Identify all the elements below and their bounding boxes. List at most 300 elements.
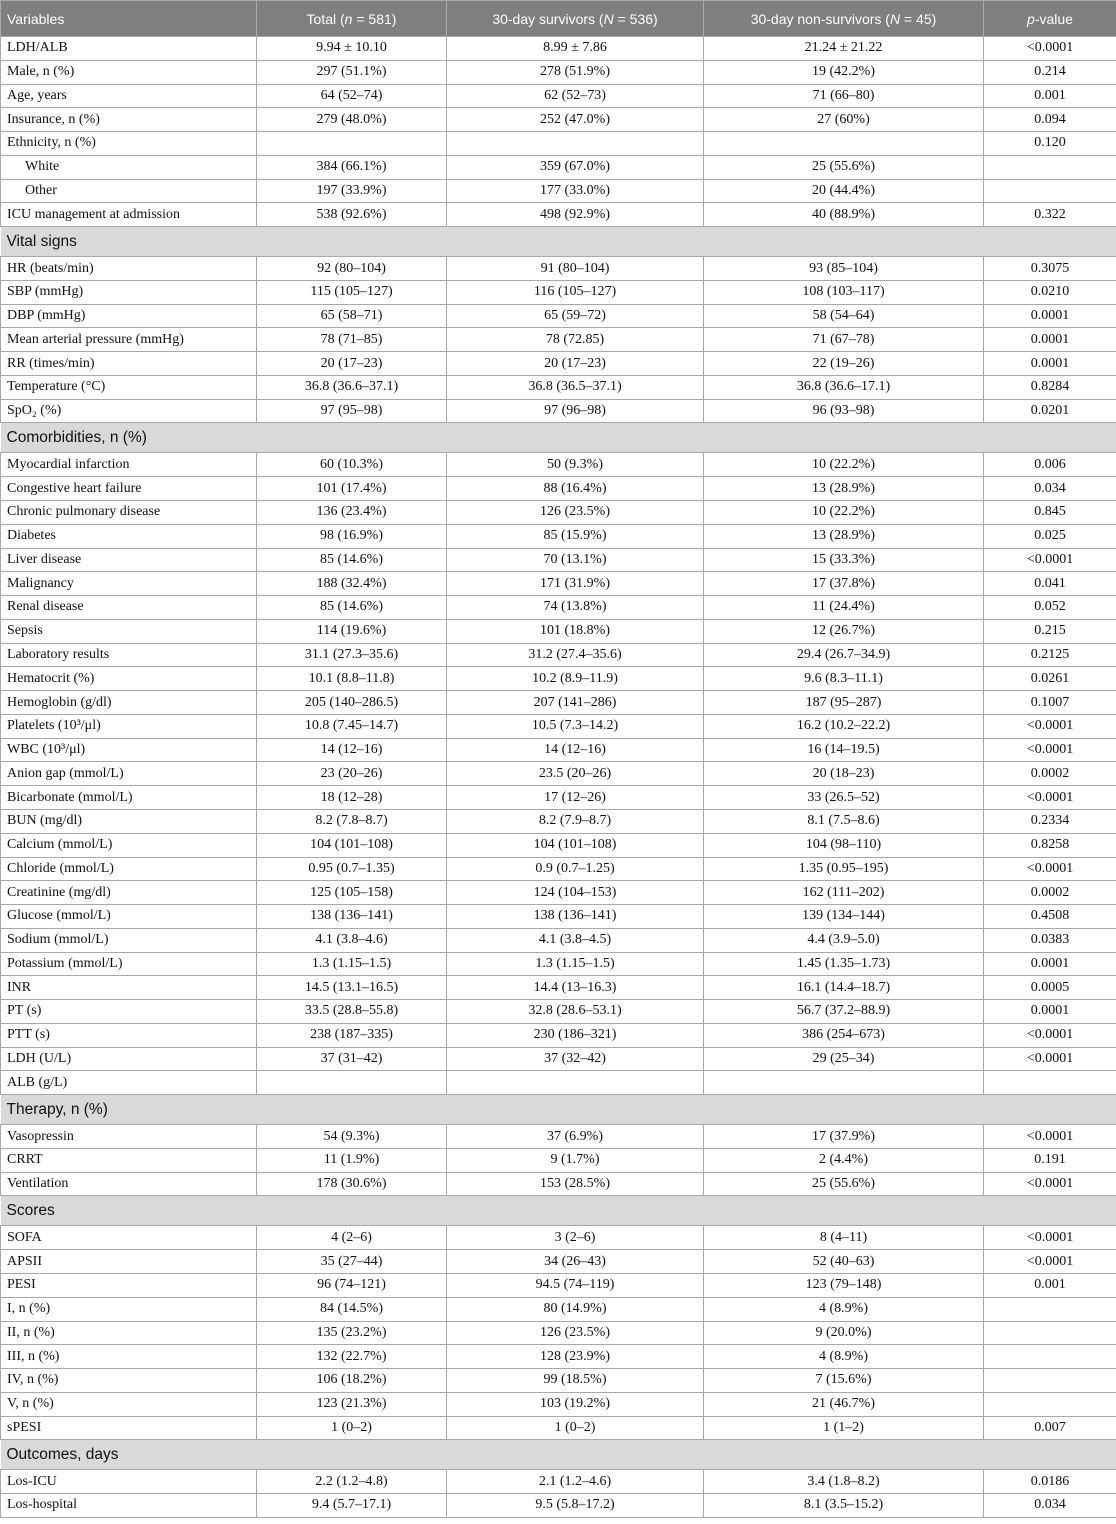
variable-cell: Potassium (mmol/L) [1,952,257,976]
variable-cell: LDH (U/L) [1,1047,257,1071]
p-value-cell: 0.322 [984,203,1116,227]
total-cell: 297 (51.1%) [257,60,447,84]
p-value-cell: 0.215 [984,619,1116,643]
table-row [1,572,1116,596]
table-row [1,881,1116,905]
variable-cell: CRRT [1,1148,257,1172]
variable-cell: Chronic pulmonary disease [1,501,257,525]
p-value-cell: <0.0001 [984,1023,1116,1047]
survivors-cell: 10.5 (7.3–14.2) [447,714,704,738]
survivors-cell: 8.99 ± 7.86 [447,37,704,61]
variable-cell: Hemoglobin (g/dl) [1,691,257,715]
total-cell: 96 (74–121) [257,1273,447,1297]
total-cell: 64 (52–74) [257,84,447,108]
total-cell: 114 (19.6%) [257,619,447,643]
header-row [1,1,1116,37]
survivors-cell: 78 (72.85) [447,328,704,352]
survivors-cell: 70 (13.1%) [447,548,704,572]
p-value-cell: 0.2125 [984,643,1116,667]
table-row [1,179,1116,203]
header-variables: Variables [1,1,257,37]
survivors-cell: 177 (33.0%) [447,179,704,203]
table-row [1,905,1116,929]
table-row [1,1071,1116,1095]
non-survivors-cell: 104 (98–110) [704,833,984,857]
variable-cell: Los-hospital [1,1494,257,1518]
p-value-cell [984,1297,1116,1321]
survivors-cell: 23.5 (20–26) [447,762,704,786]
table-row [1,60,1116,84]
table-row [1,37,1116,61]
variable-cell: Vasopressin [1,1125,257,1149]
variable-cell: WBC (10³/μl) [1,738,257,762]
table-row [1,1470,1116,1494]
variable-cell: Laboratory results [1,643,257,667]
survivors-cell: 126 (23.5%) [447,1321,704,1345]
non-survivors-cell: 10 (22.2%) [704,453,984,477]
total-cell: 125 (105–158) [257,881,447,905]
table-row [1,1148,1116,1172]
total-cell: 14.5 (13.1–16.5) [257,976,447,1000]
table-row [1,1345,1116,1369]
table-row [1,108,1116,132]
total-cell: 37 (31–42) [257,1047,447,1071]
total-cell [257,1071,447,1095]
table-row [1,548,1116,572]
table-row [1,1416,1116,1440]
non-survivors-cell: 17 (37.8%) [704,572,984,596]
p-value-cell: <0.0001 [984,548,1116,572]
total-cell: 11 (1.9%) [257,1148,447,1172]
variable-cell: Ventilation [1,1172,257,1196]
table-row [1,304,1116,328]
p-value-cell: <0.0001 [984,1172,1116,1196]
non-survivors-cell: 16 (14–19.5) [704,738,984,762]
total-cell: 197 (33.9%) [257,179,447,203]
total-cell: 78 (71–85) [257,328,447,352]
total-cell: 98 (16.9%) [257,524,447,548]
variable-cell: III, n (%) [1,1345,257,1369]
section-title: Vital signs [1,227,1116,257]
total-cell: 188 (32.4%) [257,572,447,596]
p-value-cell: 0.0002 [984,762,1116,786]
p-value-cell: 0.094 [984,108,1116,132]
total-cell: 123 (21.3%) [257,1392,447,1416]
p-value-cell: 0.052 [984,596,1116,620]
non-survivors-cell: 20 (18–23) [704,762,984,786]
survivors-cell: 50 (9.3%) [447,453,704,477]
section-header-row [1,1095,1116,1125]
survivors-cell: 37 (6.9%) [447,1125,704,1149]
variable-cell: DBP (mmHg) [1,304,257,328]
variable-cell: sPESI [1,1416,257,1440]
table-row [1,691,1116,715]
survivors-cell: 359 (67.0%) [447,155,704,179]
variable-cell: Bicarbonate (mmol/L) [1,786,257,810]
table-row [1,1226,1116,1250]
table-row [1,786,1116,810]
table-row [1,952,1116,976]
non-survivors-cell: 10 (22.2%) [704,501,984,525]
table-row [1,257,1116,281]
table-row [1,155,1116,179]
total-cell: 14 (12–16) [257,738,447,762]
section-header-row [1,227,1116,257]
non-survivors-cell: 8 (4–11) [704,1226,984,1250]
variable-cell: Age, years [1,84,257,108]
survivors-cell: 65 (59–72) [447,304,704,328]
survivors-cell: 8.2 (7.9–8.7) [447,809,704,833]
p-value-cell: 0.007 [984,1416,1116,1440]
variable-cell: PTT (s) [1,1023,257,1047]
section-header-row [1,1196,1116,1226]
non-survivors-cell: 25 (55.6%) [704,1172,984,1196]
table-row [1,1047,1116,1071]
variable-cell: Sepsis [1,619,257,643]
non-survivors-cell: 386 (254–673) [704,1023,984,1047]
non-survivors-cell: 40 (88.9%) [704,203,984,227]
survivors-cell: 2.1 (1.2–4.6) [447,1470,704,1494]
survivors-cell: 88 (16.4%) [447,477,704,501]
variable-cell: Platelets (10³/μl) [1,714,257,738]
total-cell: 9.94 ± 10.10 [257,37,447,61]
p-value-cell: 0.0201 [984,399,1116,423]
total-cell: 1.3 (1.15–1.5) [257,952,447,976]
p-value-cell: <0.0001 [984,1047,1116,1071]
non-survivors-cell: 16.1 (14.4–18.7) [704,976,984,1000]
non-survivors-cell: 187 (95–287) [704,691,984,715]
p-value-cell: 0.2334 [984,809,1116,833]
header-p-value: p-value [984,1,1116,37]
table-row [1,1297,1116,1321]
table-row [1,643,1116,667]
total-cell: 18 (12–28) [257,786,447,810]
p-value-cell: 0.0383 [984,928,1116,952]
non-survivors-cell: 36.8 (36.6–17.1) [704,375,984,399]
p-value-cell: 0.025 [984,524,1116,548]
non-survivors-cell: 8.1 (3.5–15.2) [704,1494,984,1518]
non-survivors-cell: 19 (42.2%) [704,60,984,84]
non-survivors-cell: 1 (1–2) [704,1416,984,1440]
total-cell: 101 (17.4%) [257,477,447,501]
survivors-cell: 126 (23.5%) [447,501,704,525]
non-survivors-cell: 17 (37.9%) [704,1125,984,1149]
p-value-cell: 0.0001 [984,328,1116,352]
p-value-cell: <0.0001 [984,786,1116,810]
table-row [1,667,1116,691]
survivors-cell: 17 (12–26) [447,786,704,810]
p-value-cell: <0.0001 [984,1250,1116,1274]
table-row [1,280,1116,304]
total-cell: 85 (14.6%) [257,596,447,620]
table-row [1,524,1116,548]
non-survivors-cell: 2 (4.4%) [704,1148,984,1172]
variable-cell: SOFA [1,1226,257,1250]
p-value-cell: 0.1007 [984,691,1116,715]
table-row [1,84,1116,108]
variable-cell: Chloride (mmol/L) [1,857,257,881]
variable-cell: Liver disease [1,548,257,572]
variable-cell: PESI [1,1273,257,1297]
table-row [1,1125,1116,1149]
p-value-cell [984,155,1116,179]
table-row [1,399,1116,423]
total-cell: 54 (9.3%) [257,1125,447,1149]
survivors-cell: 9 (1.7%) [447,1148,704,1172]
p-value-cell: 0.8258 [984,833,1116,857]
survivors-cell [447,1071,704,1095]
non-survivors-cell: 25 (55.6%) [704,155,984,179]
survivors-cell: 80 (14.9%) [447,1297,704,1321]
non-survivors-cell: 71 (67–78) [704,328,984,352]
total-cell: 10.8 (7.45–14.7) [257,714,447,738]
p-value-cell [984,179,1116,203]
survivors-cell: 207 (141–286) [447,691,704,715]
table-row [1,477,1116,501]
non-survivors-cell: 162 (111–202) [704,881,984,905]
header-non-survivors: 30-day non-survivors (N = 45) [704,1,984,37]
survivors-cell: 37 (32–42) [447,1047,704,1071]
total-cell: 1 (0–2) [257,1416,447,1440]
total-cell: 205 (140–286.5) [257,691,447,715]
variable-cell: Myocardial infarction [1,453,257,477]
variable-cell: Malignancy [1,572,257,596]
total-cell: 136 (23.4%) [257,501,447,525]
total-cell: 85 (14.6%) [257,548,447,572]
section-header-row [1,423,1116,453]
variable-cell: Sodium (mmol/L) [1,928,257,952]
survivors-cell: 128 (23.9%) [447,1345,704,1369]
p-value-cell: 0.845 [984,501,1116,525]
table-row [1,928,1116,952]
table-row [1,453,1116,477]
survivors-cell: 9.5 (5.8–17.2) [447,1494,704,1518]
total-cell: 104 (101–108) [257,833,447,857]
survivors-cell: 85 (15.9%) [447,524,704,548]
variable-cell: Anion gap (mmol/L) [1,762,257,786]
survivors-cell: 103 (19.2%) [447,1392,704,1416]
table-row [1,714,1116,738]
variable-cell: I, n (%) [1,1297,257,1321]
non-survivors-cell: 29.4 (26.7–34.9) [704,643,984,667]
non-survivors-cell: 21.24 ± 21.22 [704,37,984,61]
survivors-cell: 3 (2–6) [447,1226,704,1250]
non-survivors-cell: 1.45 (1.35–1.73) [704,952,984,976]
p-value-cell: 0.214 [984,60,1116,84]
survivors-cell: 252 (47.0%) [447,108,704,132]
variable-cell: Ethnicity, n (%) [1,132,257,156]
non-survivors-cell: 1.35 (0.95–195) [704,857,984,881]
non-survivors-cell: 9 (20.0%) [704,1321,984,1345]
table-row [1,1273,1116,1297]
p-value-cell: 0.191 [984,1148,1116,1172]
variable-cell: Renal disease [1,596,257,620]
non-survivors-cell: 4 (8.9%) [704,1297,984,1321]
table-row [1,809,1116,833]
table-row [1,762,1116,786]
survivors-cell: 138 (136–141) [447,905,704,929]
variable-cell: RR (times/min) [1,352,257,376]
survivors-cell: 62 (52–73) [447,84,704,108]
total-cell: 33.5 (28.8–55.8) [257,1000,447,1024]
total-cell: 20 (17–23) [257,352,447,376]
survivors-cell: 1 (0–2) [447,1416,704,1440]
total-cell: 36.8 (36.6–37.1) [257,375,447,399]
p-value-cell: <0.0001 [984,857,1116,881]
variable-cell: IV, n (%) [1,1369,257,1393]
p-value-cell: <0.0001 [984,37,1116,61]
non-survivors-cell: 27 (60%) [704,108,984,132]
total-cell: 8.2 (7.8–8.7) [257,809,447,833]
non-survivors-cell [704,132,984,156]
p-value-cell [984,1369,1116,1393]
survivors-cell: 91 (80–104) [447,257,704,281]
total-cell: 538 (92.6%) [257,203,447,227]
table-row [1,1250,1116,1274]
variable-cell: HR (beats/min) [1,257,257,281]
non-survivors-cell: 108 (103–117) [704,280,984,304]
survivors-cell: 32.8 (28.6–53.1) [447,1000,704,1024]
non-survivors-cell: 20 (44.4%) [704,179,984,203]
variable-cell: Calcium (mmol/L) [1,833,257,857]
non-survivors-cell: 139 (134–144) [704,905,984,929]
total-cell: 106 (18.2%) [257,1369,447,1393]
total-cell: 0.95 (0.7–1.35) [257,857,447,881]
total-cell: 4 (2–6) [257,1226,447,1250]
variable-cell: II, n (%) [1,1321,257,1345]
non-survivors-cell: 4.4 (3.9–5.0) [704,928,984,952]
table-row [1,833,1116,857]
p-value-cell: 0.001 [984,84,1116,108]
non-survivors-cell: 16.2 (10.2–22.2) [704,714,984,738]
header-total: Total (n = 581) [257,1,447,37]
survivors-cell: 94.5 (74–119) [447,1273,704,1297]
non-survivors-cell [704,1071,984,1095]
non-survivors-cell: 52 (40–63) [704,1250,984,1274]
p-value-cell: <0.0001 [984,714,1116,738]
variable-cell: Mean arterial pressure (mmHg) [1,328,257,352]
survivors-cell: 230 (186–321) [447,1023,704,1047]
survivors-cell: 99 (18.5%) [447,1369,704,1393]
survivors-cell: 171 (31.9%) [447,572,704,596]
total-cell: 135 (23.2%) [257,1321,447,1345]
non-survivors-cell: 12 (26.7%) [704,619,984,643]
p-value-cell: 0.0001 [984,1000,1116,1024]
variable-cell: Diabetes [1,524,257,548]
section-header-row [1,1440,1116,1470]
table-row [1,1023,1116,1047]
total-cell: 132 (22.7%) [257,1345,447,1369]
total-cell: 2.2 (1.2–4.8) [257,1470,447,1494]
p-value-cell: 0.8284 [984,375,1116,399]
p-value-cell [984,1345,1116,1369]
total-cell: 60 (10.3%) [257,453,447,477]
variable-cell: Creatinine (mg/dl) [1,881,257,905]
p-value-cell: 0.0001 [984,352,1116,376]
survivors-cell: 116 (105–127) [447,280,704,304]
non-survivors-cell: 7 (15.6%) [704,1369,984,1393]
p-value-cell: 0.0001 [984,952,1116,976]
non-survivors-cell: 15 (33.3%) [704,548,984,572]
p-value-cell: 0.0186 [984,1470,1116,1494]
table-row [1,1000,1116,1024]
p-value-cell: 0.041 [984,572,1116,596]
section-title: Scores [1,1196,1116,1226]
total-cell: 84 (14.5%) [257,1297,447,1321]
survivors-cell: 14 (12–16) [447,738,704,762]
total-cell: 138 (136–141) [257,905,447,929]
non-survivors-cell: 9.6 (8.3–11.1) [704,667,984,691]
total-cell: 31.1 (27.3–35.6) [257,643,447,667]
p-value-cell [984,1071,1116,1095]
total-cell [257,132,447,156]
survivors-cell: 1.3 (1.15–1.5) [447,952,704,976]
survivors-cell: 0.9 (0.7–1.25) [447,857,704,881]
non-survivors-cell: 8.1 (7.5–8.6) [704,809,984,833]
p-value-cell: 0.0210 [984,280,1116,304]
p-value-cell: 0.0261 [984,667,1116,691]
variable-cell: PT (s) [1,1000,257,1024]
total-cell: 65 (58–71) [257,304,447,328]
p-value-cell: <0.0001 [984,1226,1116,1250]
p-value-cell: <0.0001 [984,1125,1116,1149]
survivors-cell: 10.2 (8.9–11.9) [447,667,704,691]
variable-cell: Hematocrit (%) [1,667,257,691]
survivors-cell: 124 (104–153) [447,881,704,905]
p-value-cell: 0.034 [984,1494,1116,1518]
table-row [1,352,1116,376]
non-survivors-cell: 13 (28.9%) [704,524,984,548]
variable-cell: SBP (mmHg) [1,280,257,304]
p-value-cell: 0.120 [984,132,1116,156]
variable-cell: APSII [1,1250,257,1274]
variable-cell: V, n (%) [1,1392,257,1416]
variable-cell: Insurance, n (%) [1,108,257,132]
non-survivors-cell: 13 (28.9%) [704,477,984,501]
table-row [1,857,1116,881]
variable-cell: INR [1,976,257,1000]
table-row [1,738,1116,762]
total-cell: 384 (66.1%) [257,155,447,179]
p-value-cell: <0.0001 [984,738,1116,762]
survivors-cell: 104 (101–108) [447,833,704,857]
survivors-cell: 101 (18.8%) [447,619,704,643]
non-survivors-cell: 58 (54–64) [704,304,984,328]
p-value-cell: 0.0005 [984,976,1116,1000]
table-row [1,501,1116,525]
non-survivors-cell: 22 (19–26) [704,352,984,376]
table-row [1,1369,1116,1393]
header-survivors: 30-day survivors (N = 536) [447,1,704,37]
total-cell: 178 (30.6%) [257,1172,447,1196]
p-value-cell: 0.034 [984,477,1116,501]
variable-cell: ICU management at admission [1,203,257,227]
table-row [1,596,1116,620]
p-value-cell: 0.0002 [984,881,1116,905]
total-cell: 115 (105–127) [257,280,447,304]
variable-cell: Temperature (°C) [1,375,257,399]
p-value-cell: 0.001 [984,1273,1116,1297]
table-row [1,619,1116,643]
variable-cell: SpO₂ (%) [1,399,257,423]
survivors-cell: 278 (51.9%) [447,60,704,84]
survivors-cell: 153 (28.5%) [447,1172,704,1196]
total-cell: 35 (27–44) [257,1250,447,1274]
total-cell: 92 (80–104) [257,257,447,281]
survivors-cell: 36.8 (36.5–37.1) [447,375,704,399]
table-row [1,976,1116,1000]
total-cell: 23 (20–26) [257,762,447,786]
